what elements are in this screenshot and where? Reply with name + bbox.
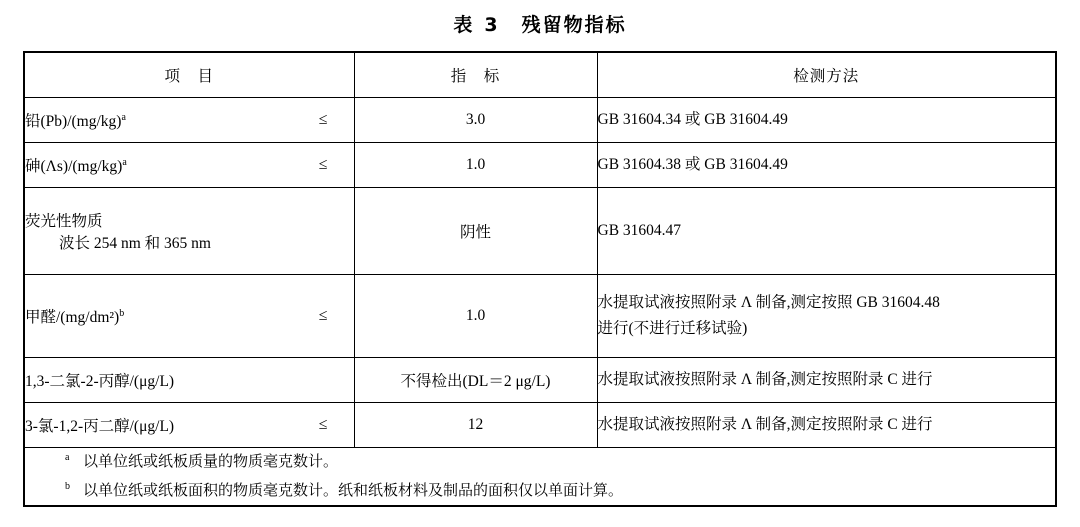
table-caption-name: 残留物指标 bbox=[521, 14, 627, 36]
table-row bbox=[24, 98, 1056, 143]
row-method-cell bbox=[597, 98, 1056, 143]
header-item: 项 目 bbox=[24, 52, 354, 98]
header-index: 指 标 bbox=[354, 52, 597, 98]
footnote-b bbox=[25, 477, 1055, 506]
method-line-2: 进行(不进行迁移试验) bbox=[597, 320, 748, 337]
row-index-cell: 1.0 bbox=[354, 275, 597, 358]
table-row bbox=[24, 143, 1056, 188]
table-notes-cell bbox=[24, 448, 1056, 507]
item-label: 荧光性物质 bbox=[25, 213, 103, 230]
table-row bbox=[24, 275, 1056, 358]
row-item-cell bbox=[24, 358, 354, 403]
method-line-1: 水提取试液按照附录 Λ 制备,测定按照附录 C 进行 bbox=[597, 415, 933, 433]
table-caption-prefix: 表 bbox=[453, 14, 475, 36]
row-index-cell: 3.0 bbox=[354, 98, 597, 143]
table-caption bbox=[0, 0, 1080, 51]
method-line-1: GB 31604.47 bbox=[597, 221, 682, 239]
row-item-cell bbox=[24, 98, 354, 143]
item-operator: ≤ bbox=[318, 307, 328, 324]
item-footnote-mark: a bbox=[121, 111, 126, 123]
row-index-cell: 1.0 bbox=[354, 143, 597, 188]
row-method-cell bbox=[597, 275, 1056, 358]
table-caption-number: 3 bbox=[484, 14, 500, 36]
method-line-1: GB 31604.38 或 GB 31604.49 bbox=[597, 155, 788, 173]
row-method-cell bbox=[597, 188, 1056, 275]
item-label: 3-氯-1,2-丙二醇/(μg/L) bbox=[25, 418, 175, 435]
row-method-cell bbox=[597, 403, 1056, 448]
table-notes-row bbox=[24, 448, 1056, 507]
table-row bbox=[24, 403, 1056, 448]
footnote-a bbox=[25, 448, 1055, 477]
footnote-mark-a: a bbox=[65, 452, 70, 463]
header-method: 检测方法 bbox=[597, 52, 1056, 98]
residue-spec-table bbox=[23, 51, 1057, 507]
row-index-cell: 阴性 bbox=[354, 188, 597, 275]
row-method-cell bbox=[597, 358, 1056, 403]
item-label: 铅(Pb)/(mg/kg) bbox=[25, 113, 122, 130]
table-row bbox=[24, 188, 1056, 275]
row-item-cell bbox=[24, 143, 354, 188]
row-index-cell: 不得检出(DL＝2 μg/L) bbox=[354, 358, 597, 403]
item-label: 1,3-二氯-2-丙醇/(μg/L) bbox=[25, 373, 175, 390]
row-item-cell bbox=[24, 188, 354, 275]
method-line-1: GB 31604.34 或 GB 31604.49 bbox=[597, 110, 788, 128]
footnote-mark-b: b bbox=[65, 480, 70, 492]
table-header-row bbox=[24, 52, 1056, 98]
footnote-text-b: 以单位纸或纸板面积的物质毫克数计。纸和纸板材料及制品的面积仅以单面计算。 bbox=[83, 482, 624, 499]
item-label: 甲醛/(mg/dm²) bbox=[25, 309, 120, 326]
row-method-cell bbox=[597, 143, 1056, 188]
item-label-second-line: 波长 254 nm 和 365 nm bbox=[59, 235, 211, 252]
item-operator: ≤ bbox=[318, 156, 328, 173]
table-row bbox=[24, 358, 1056, 403]
method-line-1: 水提取试液按照附录 Λ 制备,测定按照附录 C 进行 bbox=[597, 370, 933, 388]
item-operator: ≤ bbox=[318, 416, 328, 433]
row-item-cell bbox=[24, 275, 354, 358]
row-item-cell bbox=[24, 403, 354, 448]
method-line-1: 水提取试液按照附录 Λ 制备,测定按照 GB 31604.48 bbox=[597, 293, 940, 311]
footnote-text-a: 以单位纸或纸板质量的物质毫克数计。 bbox=[83, 454, 339, 470]
row-index-cell: 12 bbox=[354, 403, 597, 448]
item-footnote-mark: a bbox=[122, 156, 127, 168]
item-footnote-mark: b bbox=[119, 307, 125, 319]
item-label: 砷(Λs)/(mg/kg) bbox=[25, 158, 123, 175]
item-operator: ≤ bbox=[318, 111, 328, 128]
